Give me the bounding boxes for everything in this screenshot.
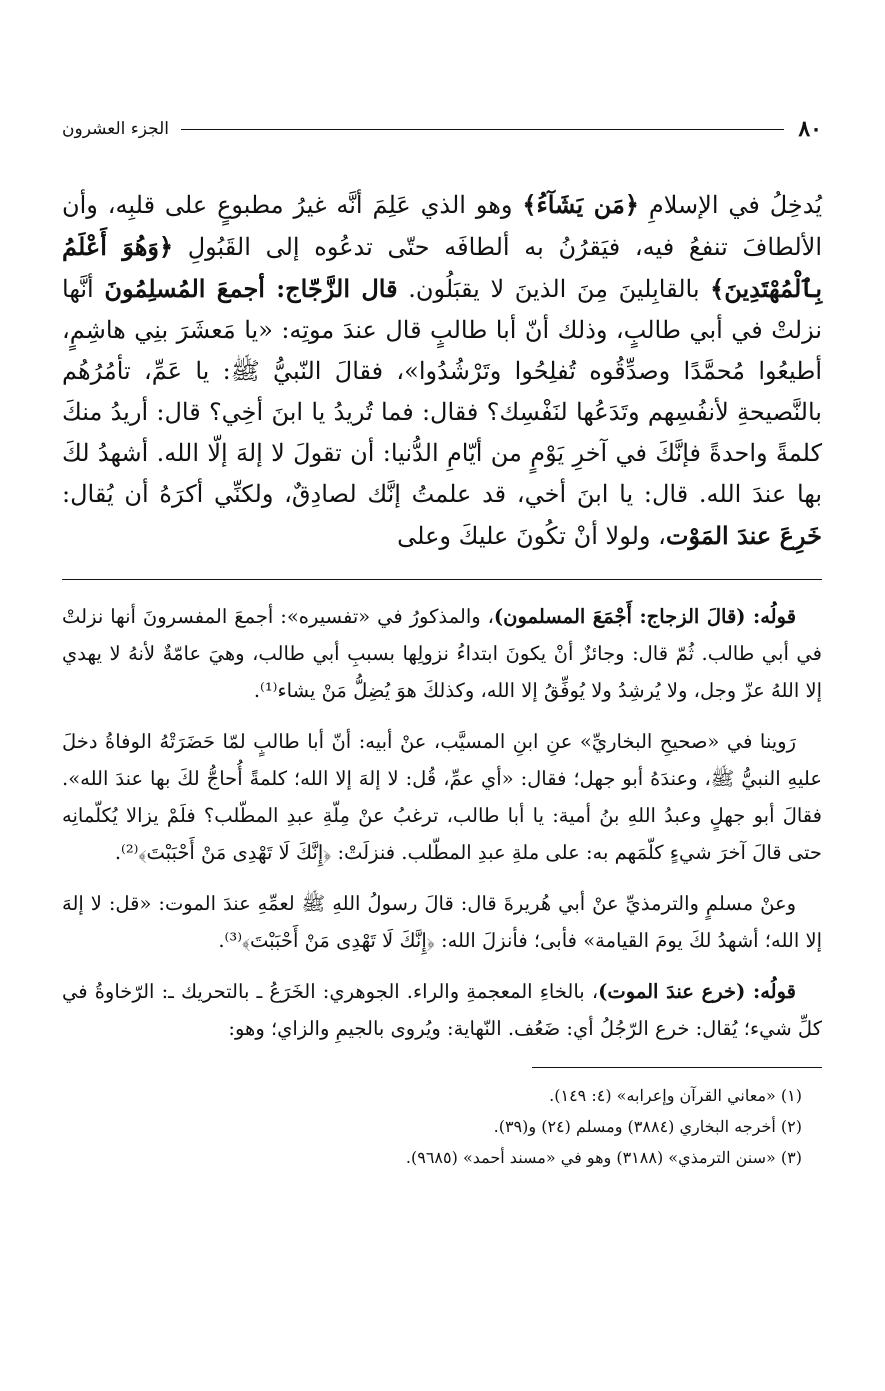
main-text-segment: يُدخِلُ في الإسلامِ — [638, 191, 823, 219]
commentary-paragraph — [62, 885, 822, 959]
footnote-1: (١) «معاني القرآن وإعرابه» (٤: ١٤٩). — [549, 1086, 802, 1105]
commentary-text: ، بالخاءِ المعجمةِ والراء. الجوهري: الخَرَعُ ـ بالتحريك ـ: الرّخاوةُ في كلِّ شيء؛ يُقال: خرع الرّجُلُ أي: ضَعُف. النّهاية: ويُروى بالجيمِ والزاي؛ وهو: — [62, 980, 822, 1040]
book-page — [62, 100, 822, 1173]
main-text-segment: وهو الذي عَلِمَ أنَّه غيرُ مطبوعٍ على قلبِه، وأن الألطافَ تنفعُ فيه، فيَقرُنُ به ألطافَه حتّى تدعُوه إلى القَبُولِ — [62, 191, 822, 261]
commentary-lead: قولُه: (خرع عندَ الموت) — [598, 980, 797, 1003]
footnotes — [62, 1080, 822, 1173]
part-title: الجزء العشرون — [62, 119, 169, 139]
commentary-text: رَوينا في «صحيحِ البخاريِّ» عنِ ابنِ المسيَّب، عنْ أبيه: أنّ أبا طالبٍ لمّا حَضَرَتْهُ الوفاةُ دخلَ عليهِ النبيُّ ﷺ، وعندَهُ أبو جهل؛ فقال: «أي عمِّ، قُل: لا إلهَ إلا الله؛ كلمةً أُحاجُّ لكَ بها عندَ الله». فقالَ أبو جهلٍ وعبدُ اللهِ بنُ أمية: يا أبا طالب، ترغبُ عنْ مِلّةِ عبدِ المطّلب؟ فلَمْ يزالا يُكلّمانِه حتى قالَ آخرَ شيءٍ كلّمَهم به: على ملةِ عبدِ المطّلب. فنزلَتْ: ﴿إِنَّكَ لَا تَهْدِى مَنْ أَحْبَبْتَ﴾⁽²⁾. — [62, 730, 822, 864]
commentary-text: ، والمذكورُ في «تفسيره»: أجمعَ المفسرونَ أنها نزلتْ في أبي طالب. ثُمّ قال: وجائزٌ أنْ يكونَ ابتداءُ نزولِها بسببِ أبي طالب، وهيَ عامّةٌ لأنهُ لا يهدي إلا اللهُ عزّ وجل، ولا يُرشِدُ ولا يُوفِّقُ إلا الله، وكذلكَ هوَ يُضِلُّ مَنْ يشاء⁽¹⁾. — [62, 605, 822, 702]
quran-verse: ﴿وَهُوَ أَعْلَمُ بِٱلْمُهْتَدِينَ﴾ — [62, 232, 822, 303]
page-number: ٨٠ — [798, 116, 822, 142]
zajjaj-quote: قال الزَّجّاج: أجمعَ المُسلِمُونَ — [104, 274, 398, 303]
footnote-separator — [532, 1067, 822, 1068]
main-text-segment: أنَّها نزلتْ في أبي طالبٍ، وذلك أنّ أبا طالبٍ قال عندَ موتِه: «يا مَعشَرَ بنِي هاشِمٍ، أطيعُوا مُحمَّدًا وصدِّقُوه تُفلِحُوا وتَرْشُدُوا»، فقالَ النّبيُّ ﷺ: يا عَمِّ، تأمُرُهُم بالنَّصيحةِ لأنفُسِهم وتَدَعُها لنَفْسِك؟ فقال: فما تُريدُ يا ابنَ أخِي؟ قال: أريدُ منكَ كلمةً واحدةً فإنَّكَ في آخرِ يَوْمٍ من أيّامِ الدُّنيا: أن تقولَ لا إلهَ إلّا الله. أشهدُ لكَ بها عندَ الله. قال: يا ابنَ أخي، قد علمتُ إنَّك لصادِقٌ، ولكنِّي أكرَهُ أن يُقال: — [62, 275, 822, 508]
quran-verse: ﴿مَن يَشَآءُ﴾ — [522, 190, 639, 219]
commentary-paragraph — [62, 723, 822, 871]
commentary-lead: قولُه: (قالَ الزجاج: أَجْمَعَ المسلمون) — [493, 605, 797, 628]
main-text-segment: ، ولولا أنْ تكُونَ عليكَ وعلى — [397, 522, 666, 550]
commentary-paragraph — [62, 598, 822, 709]
page-header — [62, 114, 822, 144]
commentary — [62, 598, 822, 1047]
main-text — [62, 184, 822, 557]
khara-phrase: خَرِعَ عندَ المَوْت — [665, 521, 822, 550]
header-rule — [181, 129, 784, 130]
footnote-3: (٣) «سنن الترمذي» (٣١٨٨) وهو في «مسند أحمد» (٩٦٨٥). — [405, 1148, 802, 1167]
footnote-2: (٢) أخرجه البخاري (٣٨٨٤) ومسلم (٢٤) و(٣٩). — [493, 1117, 802, 1136]
commentary-text: وعنْ مسلمٍ والترمذيِّ عنْ أبي هُريرةَ قال: قالَ رسولُ اللهِ ﷺ لعمِّهِ عندَ الموت: «قل: لا إلهَ إلا الله؛ أشهدُ لكَ يومَ القيامة» فأبى؛ فأنزلَ الله: ﴿إِنَّكَ لَا تَهْدِى مَنْ أَحْبَبْتَ﴾⁽³⁾. — [62, 892, 822, 952]
main-separator — [62, 579, 822, 580]
commentary-paragraph — [62, 973, 822, 1047]
main-text-segment: بالقابِلينَ مِنَ الذينَ لا يقبَلُون. — [397, 275, 711, 303]
